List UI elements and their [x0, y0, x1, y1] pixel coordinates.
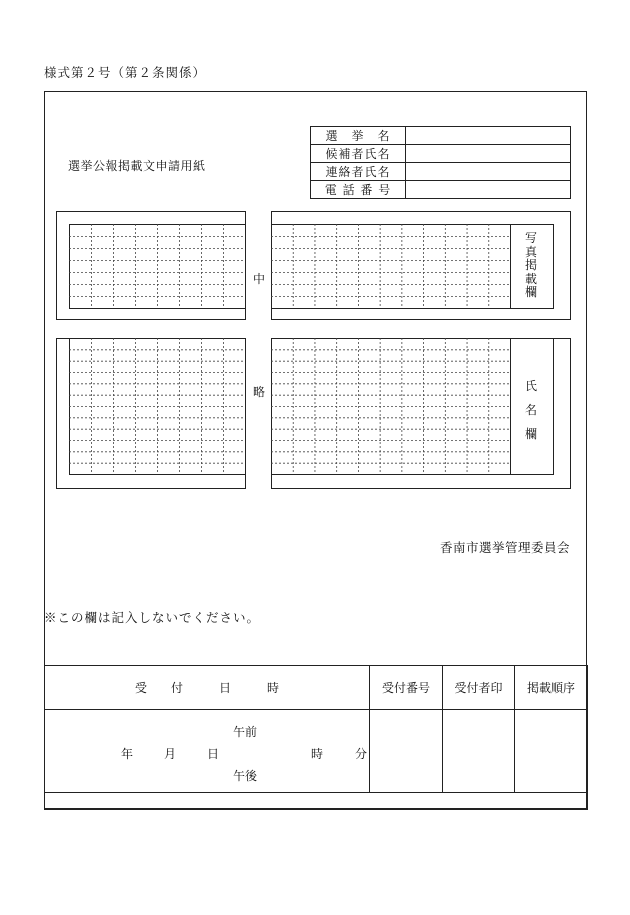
header-date-time: 受 付 日 時: [45, 666, 370, 710]
omission-mark-top: 中: [253, 272, 266, 286]
reception-body-row: [45, 710, 588, 793]
form-number: 様式第２号（第２条関係）: [44, 65, 207, 80]
info-label: 選 挙 名: [311, 127, 406, 145]
reception-header-row: [45, 666, 588, 710]
number-cell[interactable]: [370, 710, 443, 793]
year-label: 年: [121, 747, 134, 761]
omission-mark-bottom: 略: [253, 385, 266, 399]
committee-name: 香南市選挙管理委員会: [440, 540, 571, 555]
minute-label: 分: [355, 747, 368, 761]
header-order: 掲載順序: [515, 666, 588, 710]
grid-top-right: [272, 225, 511, 309]
info-label: 候補者氏名: [311, 145, 406, 163]
day-label: 日: [207, 747, 220, 761]
header-receiver-seal: 受付者印: [443, 666, 515, 710]
am-label: 午前: [233, 725, 258, 739]
name-area-label: 氏 名 欄: [524, 379, 537, 441]
header-number: 受付番号: [370, 666, 443, 710]
pm-label: 午後: [233, 769, 258, 783]
reception-table: [44, 665, 588, 810]
month-label: 月: [164, 747, 177, 761]
panel-top-left: [57, 212, 246, 320]
date-time-cell[interactable]: [45, 710, 370, 793]
reception-blank-row: [45, 793, 588, 810]
form-title: 選挙公報掲載文申請用紙: [68, 159, 206, 173]
receiver-seal-cell[interactable]: [443, 710, 515, 793]
info-label: 連絡者氏名: [311, 163, 406, 181]
photo-area-label: 写 真 掲 載 欄: [524, 231, 537, 299]
hour-label: 時: [311, 747, 324, 761]
order-cell[interactable]: [515, 710, 588, 793]
reception-note: ※この欄は記入しないでください。: [44, 610, 261, 625]
info-label: 電 話 番 号: [311, 181, 406, 199]
